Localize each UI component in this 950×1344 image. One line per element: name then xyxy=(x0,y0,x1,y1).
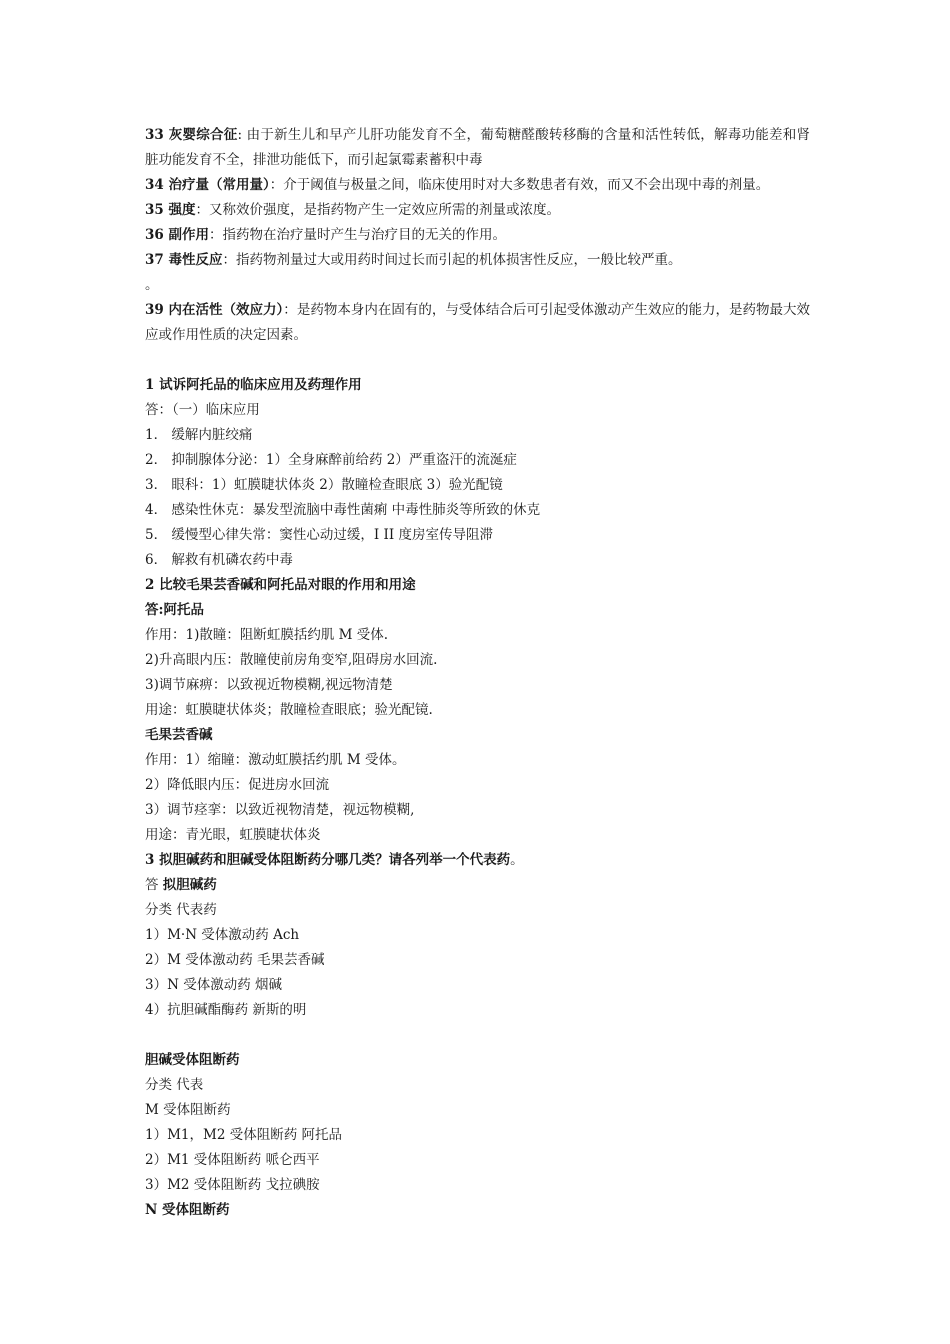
list-item: 4）抗胆碱酯酶药 新斯的明 xyxy=(145,1002,307,1018)
list-item: 1）M·N 受体激动药 Ach xyxy=(145,927,300,943)
list-item: 3)调节麻痹：以致视近物模糊,视远物清楚 xyxy=(145,677,393,693)
section-cholinergic-drugs: 拟胆碱药 xyxy=(162,877,217,893)
spacer xyxy=(145,1023,810,1048)
question-1-answer-intro: 答：（一）临床应用 xyxy=(145,402,260,418)
definition-text: 指药物剂量过大或用药时间过长而引起的机体损害性反应，一般比较严重。 xyxy=(236,252,682,268)
list-item: 3． 眼科：1）虹膜睫状体炎 2）散瞳检查眼底 3）验光配镜 xyxy=(145,477,503,493)
list-item: 分类 代表 xyxy=(145,1077,204,1093)
list-item: 5． 缓慢型心律失常：窦性心动过缓，I II 度房室传导阻滞 xyxy=(145,527,493,543)
definition-term: 37 毒性反应 xyxy=(145,252,223,268)
question-3-title-text: 3 拟胆碱药和胆碱受体阻断药分哪几类？请各列举一个代表药 xyxy=(145,852,511,868)
drug-name-atropine: 阿托品 xyxy=(163,602,204,618)
list-item: 6． 解救有机磷农药中毒 xyxy=(145,552,293,568)
definition-sep: ： xyxy=(269,177,284,193)
list-item: 作用：1)散瞳：阻断虹膜括约肌 M 受体. xyxy=(145,627,389,643)
list-item: 2）M1 受体阻断药 哌仑西平 xyxy=(145,1152,320,1168)
definition-sep: : xyxy=(237,127,247,143)
definition-text: 指药物在治疗量时产生与治疗目的无关的作用。 xyxy=(222,227,506,243)
definition-sep: ： xyxy=(195,202,209,218)
document-body xyxy=(145,123,810,1223)
definition-text: 又称效价强度，是指药物产生一定效应所需的剂量或浓度。 xyxy=(209,202,560,218)
list-item: 3）M2 受体阻断药 戈拉碘胺 xyxy=(145,1177,320,1193)
definition-term: 33 灰婴综合征 xyxy=(145,127,238,143)
question-3-title-end: 。 xyxy=(510,852,524,868)
question-1-title: 1 试诉阿托品的临床应用及药理作用 xyxy=(145,377,362,393)
list-item: 1）M1，M2 受体阻断药 阿托品 xyxy=(145,1127,342,1143)
list-item: 2）降低眼内压：促进房水回流 xyxy=(145,777,330,793)
definition-term: 35 强度 xyxy=(145,202,196,218)
drug-name-pilocarpine: 毛果芸香碱 xyxy=(145,727,213,743)
definition-term: 34 治疗量（常用量） xyxy=(145,177,270,193)
definition-term: 36 副作用 xyxy=(145,227,209,243)
definition-text: 是药物本身内在固有的，与受体结合后可引起受体激动产生效应的能力，是药物最大效应或作用性质的决定因素。 xyxy=(145,302,811,343)
list-item: 作用：1）缩瞳：激动虹膜括约肌 M 受体。 xyxy=(145,752,406,768)
list-item: 2)升高眼内压：散瞳使前房角变窄,阻碍房水回流. xyxy=(145,652,438,668)
list-item: 3）调节痉挛：以致近视物清楚，视远物模糊, xyxy=(145,802,415,818)
definition-text: 介于阈值与极量之间，临床使用时对大多数患者有效，而又不会出现中毒的剂量。 xyxy=(283,177,770,193)
answer-prefix: 答: xyxy=(145,602,164,618)
list-item: 2）M 受体激动药 毛果芸香碱 xyxy=(145,952,325,968)
definition-sep: ： xyxy=(222,252,236,268)
list-item: 分类 代表药 xyxy=(145,902,217,918)
definition-34 xyxy=(145,173,810,198)
definition-37 xyxy=(145,248,810,273)
definition-text: 由于新生儿和早产儿肝功能发育不全，葡萄糖醛酸转移酶的含量和活性转低，解毒功能差和肾脏功能发育不全，排泄功能低下，而引起氯霉素蓄积中毒 xyxy=(145,127,810,168)
question-3-title xyxy=(145,848,810,873)
list-item: M 受体阻断药 xyxy=(145,1102,231,1118)
answer-prefix: 答 xyxy=(145,877,163,893)
definition-39 xyxy=(145,298,810,348)
definition-sep: ： xyxy=(209,227,223,243)
question-2-title: 2 比较毛果芸香碱和阿托品对眼的作用和用途 xyxy=(145,577,416,593)
definition-stray-mark xyxy=(145,273,810,298)
spacer xyxy=(145,348,810,373)
list-item: 1． 缓解内脏绞痛 xyxy=(145,427,253,443)
list-item: 用途：虹膜睫状体炎；散瞳检查眼底；验光配镜. xyxy=(145,702,433,718)
definition-33 xyxy=(145,123,810,173)
list-item: 2． 抑制腺体分泌：1）全身麻醉前给药 2）严重盗汗的流涎症 xyxy=(145,452,517,468)
definition-term: 39 内在活性（效应力） xyxy=(145,302,284,318)
definition-text: 。 xyxy=(145,277,159,293)
question-3-answer-heading xyxy=(145,873,810,898)
section-cholinergic-blockers: 胆碱受体阻断药 xyxy=(145,1052,240,1068)
definition-sep: ： xyxy=(283,302,297,318)
list-item: 4． 感染性休克：暴发型流脑中毒性菌痢 中毒性肺炎等所致的休克 xyxy=(145,502,541,518)
question-2-answer-heading xyxy=(145,598,810,623)
section-n-receptor-blockers: N 受体阻断药 xyxy=(145,1202,230,1218)
definition-36 xyxy=(145,223,810,248)
list-item: 用途：青光眼，虹膜睫状体炎 xyxy=(145,827,321,843)
definition-35 xyxy=(145,198,810,223)
list-item: 3）N 受体激动药 烟碱 xyxy=(145,977,282,993)
